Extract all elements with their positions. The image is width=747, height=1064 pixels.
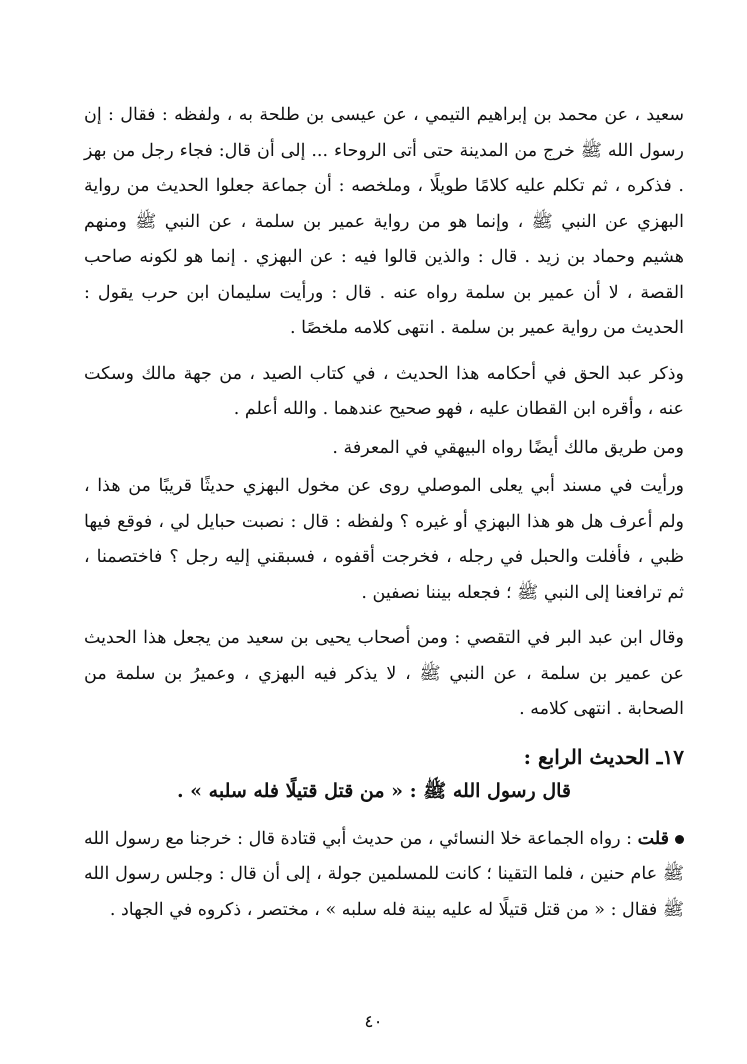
page-body <box>84 98 684 928</box>
section-heading: ١٧ـ الحديث الرابع : <box>523 744 684 769</box>
paragraph-2: وذكر عبد الحق في أحكامه هذا الحديث ، في كتاب الصيد ، من جهة مالك وسكت عنه ، وأقره ابن القطان عليه ، فهو صحيح عندهما . والله أعلم . <box>84 363 684 419</box>
paragraph-4: ورأيت في مسند أبي يعلى الموصلي روى عن مخول البهزي حديثًا قريبًا من هذا ، ولم أعرف هل هو هذا البهزي أو غيره ؟ ولفظه : قال : نصبت حبايل لي ، فوقع فيها ظبي ، فأفلت والحبل في رجله ، فخرجت أقفوه ، فسبقني إليه رجل ؟ فاختصمنا ، ثم ترافعنا إلى النبي ﷺ ؛ فجعله بيننا نصفين . <box>84 476 684 603</box>
paragraph-3: ومن طريق مالك أيضًا رواه البيهقي في المعرفة . <box>332 437 684 458</box>
hadith-text: قال رسول الله ﷺ : « من قتل قتيلًا فله سلبه » . <box>176 779 572 802</box>
paragraph-1: سعيد ، عن محمد بن إبراهيم التيمي ، عن عيسى بن طلحة به ، ولفظه : فقال : إن رسول الله ﷺ خرج من المدينة حتى أتى الروحاء ... إلى أن قال: فجاء رجل من بهز . فذكره ، ثم تكلم عليه كلامًا طويلًا ، وملخصه : أن جماعة جعلوا الحديث من رواية البهزي عن النبي ﷺ ، وإنما هو من رواية عمير بن سلمة ، عن النبي ﷺ ومنهم هشيم وحماد بن زيد . قال : والذين قالوا فيه : عن البهزي . إنما هو لكونه صاحب القصة ، لا أن عمير بن سلمة رواه عنه . قال : ورأيت سليمان ابن حرب يقول : الحديث من رواية عمير بن سلمة . انتهى كلامه ملخصًا . <box>84 105 684 338</box>
paragraph-5: وقال ابن عبد البر في التقصي : ومن أصحاب يحيى بن سعيد من يجعل هذا الحديث عن عمير بن سلمة ، عن النبي ﷺ ، لا يذكر فيه البهزي ، وعميرُ بن سلمة من الصحابة . انتهى كلامه . <box>84 628 684 719</box>
bullet-dot-icon <box>675 835 684 844</box>
qult-label: قلت <box>637 828 669 849</box>
page-number: ٤٠ <box>364 1012 383 1032</box>
final-paragraph <box>84 822 684 929</box>
final-text: : رواه الجماعة خلا النسائي ، من حديث أبي قتادة قال : خرجنا مع رسول الله ﷺ عام حنين ، فلما التقينا ؛ كانت للمسلمين جولة ، إلى أن قال : وجلس رسول الله ﷺ فقال : « من قتل قتيلًا له عليه بينة فله سلبه » ، مختصر ، ذكروه في الجهاد . <box>84 828 684 920</box>
